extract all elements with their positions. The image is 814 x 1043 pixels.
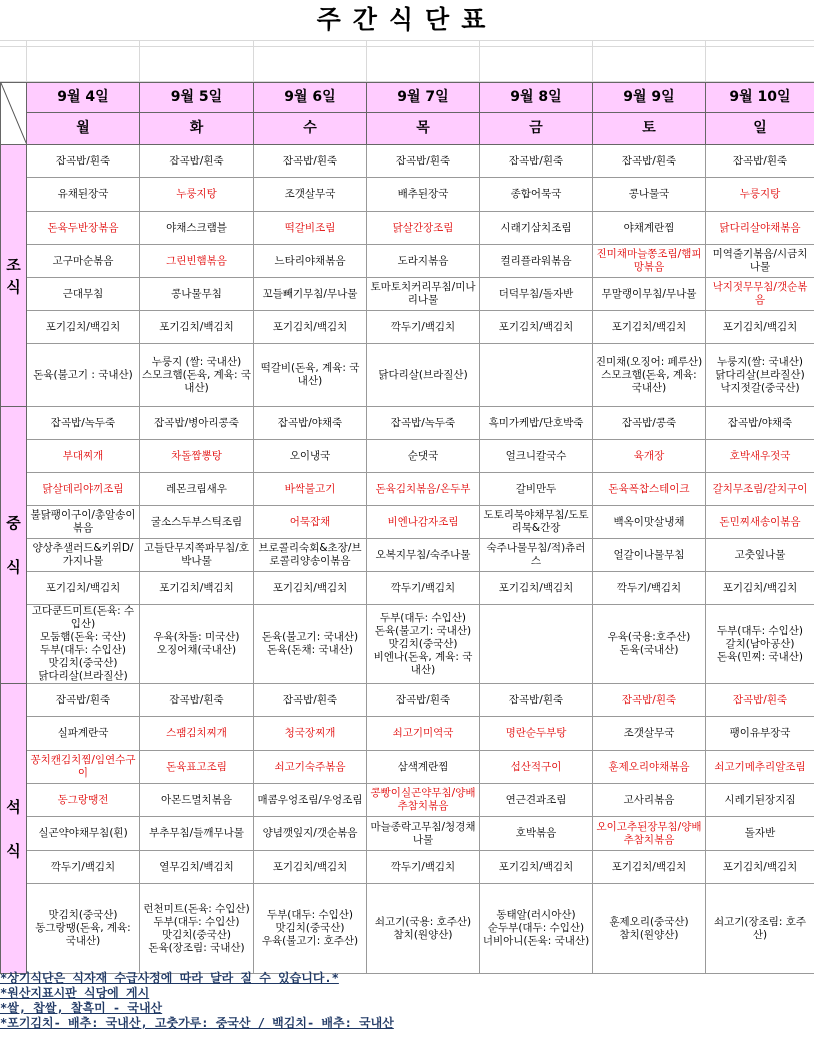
menu-cell: 포기김치/백김치 (140, 311, 254, 344)
menu-cell: 얼크니칼국수 (480, 440, 593, 473)
menu-cell: 우육(국용:호주산) 돈육(국내산) (593, 605, 706, 684)
date-cell: 9월 9일 (593, 83, 706, 113)
menu-cell: 쇠고기미역국 (367, 717, 480, 751)
menu-cell: 꼬들빼기무침/무나물 (254, 278, 367, 311)
menu-row (1, 473, 814, 506)
menu-cell: 레몬크림새우 (140, 473, 254, 506)
menu-row (1, 717, 814, 751)
footnote-line: *상기식단은 식자재 수급사정에 따라 달라 질 수 있습니다.* (0, 971, 339, 985)
corner-cell (1, 83, 27, 145)
menu-cell: 섭산적구이 (480, 751, 593, 784)
date-cell: 9월 5일 (140, 83, 254, 113)
menu-cell: 포기김치/백김치 (593, 851, 706, 884)
menu-cell: 야채계란찜 (593, 212, 706, 245)
menu-cell: 포기김치/백김치 (593, 311, 706, 344)
date-cell: 9월 6일 (254, 83, 367, 113)
menu-cell: 도라지볶음 (367, 245, 480, 278)
menu-row (1, 440, 814, 473)
menu-row (1, 178, 814, 212)
menu-row (1, 212, 814, 245)
menu-cell: 잡곡밥/야채죽 (706, 407, 814, 440)
menu-cell: 고구마순볶음 (27, 245, 140, 278)
menu-cell: 동태알(러시아산) 순두부(대두: 수입산) 너비아니(돈육: 국내산) (480, 884, 593, 974)
menu-cell (480, 344, 593, 407)
menu-row (1, 684, 814, 717)
menu-cell: 진미채(오징어: 페루산) 스모크햄(돈육, 계육: 국내산) (593, 344, 706, 407)
menu-cell: 오이냉국 (254, 440, 367, 473)
menu-cell: 청국장찌개 (254, 717, 367, 751)
menu-row (1, 884, 814, 974)
menu-cell: 두부(대두: 수입산) 맛김치(중국산) 우육(불고기: 호주산) (254, 884, 367, 974)
menu-cell: 근대무침 (27, 278, 140, 311)
menu-cell: 도토리묵야채무침/도토리묵&간장 (480, 506, 593, 539)
menu-cell: 시레기된장지짐 (706, 784, 814, 817)
menu-cell: 낙지젓무무침/갯순볶음 (706, 278, 814, 311)
menu-cell: 유채된장국 (27, 178, 140, 212)
menu-cell (480, 605, 593, 684)
menu-cell: 부대찌개 (27, 440, 140, 473)
menu-cell: 매콤우엉조림/우엉조림 (254, 784, 367, 817)
menu-cell: 잡곡밥/야채죽 (254, 407, 367, 440)
weekday-cell: 화 (140, 113, 254, 145)
menu-cell: 고다쿤드미트(돈육: 수입산) 모둠햄(돈육: 국산) 두부(대두: 수입산) 맛김치(중국산) 닭다리살(브라질산) (27, 605, 140, 684)
menu-cell: 더덕무침/돌자반 (480, 278, 593, 311)
meal-section-label: 중 식 (1, 407, 27, 684)
menu-cell: 백옥이맛살냉채 (593, 506, 706, 539)
date-header-row (1, 83, 814, 113)
menu-cell: 스팸김치찌개 (140, 717, 254, 751)
menu-cell: 잡곡밥/흰죽 (367, 145, 480, 178)
menu-cell: 호박볶음 (480, 817, 593, 851)
weekday-cell: 일 (706, 113, 814, 145)
menu-cell: 누룽지(쌀: 국내산) 닭다리살(브라질산) 낙지젓갈(중국산) (706, 344, 814, 407)
menu-cell: 종합어묵국 (480, 178, 593, 212)
menu-row (1, 851, 814, 884)
menu-cell: 오복지무침/숙주나물 (367, 539, 480, 572)
menu-cell: 돌자반 (706, 817, 814, 851)
menu-cell: 조갯살무국 (593, 717, 706, 751)
menu-cell: 떡갈비조림 (254, 212, 367, 245)
menu-cell: 야채스크램블 (140, 212, 254, 245)
menu-cell: 쇠고기메추리알조림 (706, 751, 814, 784)
menu-cell: 두부(대두: 수입산) 갈치(남아공산) 돈육(민찌: 국내산) (706, 605, 814, 684)
menu-cell: 느타리야채볶음 (254, 245, 367, 278)
menu-cell: 바싹불고기 (254, 473, 367, 506)
menu-cell: 두부(대두: 수입산) 돈육(불고기: 국내산) 맛김치(중국산) 비엔나(돈육, 계육: 국내산) (367, 605, 480, 684)
menu-cell: 쇠고기(장조림: 호주산) (706, 884, 814, 974)
menu-row (1, 344, 814, 407)
menu-cell: 잡곡밥/흰죽 (254, 684, 367, 717)
menu-cell: 깍두기/백김치 (27, 851, 140, 884)
menu-cell: 포기김치/백김치 (706, 851, 814, 884)
date-cell: 9월 10일 (706, 83, 814, 113)
menu-cell: 잡곡밥/흰죽 (480, 145, 593, 178)
menu-cell: 닭다리살(브라질산) (367, 344, 480, 407)
menu-cell: 굴소스두부스틱조림 (140, 506, 254, 539)
menu-cell: 갈비만두 (480, 473, 593, 506)
menu-cell: 포기김치/백김치 (254, 572, 367, 605)
menu-cell: 닭살데리야끼조림 (27, 473, 140, 506)
date-cell: 9월 7일 (367, 83, 480, 113)
date-cell: 9월 8일 (480, 83, 593, 113)
menu-row (1, 145, 814, 178)
menu-cell: 돈육(불고기: 국내산) 돈육(돈채: 국내산) (254, 605, 367, 684)
menu-cell: 부추무침/들깨무나물 (140, 817, 254, 851)
menu-cell: 브로콜리숙회&초장/브로콜리양송이볶음 (254, 539, 367, 572)
menu-cell: 양상추샐러드&키위D/가지나물 (27, 539, 140, 572)
menu-row (1, 784, 814, 817)
menu-cell: 조갯살무국 (254, 178, 367, 212)
menu-cell: 런천미트(돈육: 수입산) 두부(대두: 수입산) 맛김치(중국산) 돈육(장조림: 국내산) (140, 884, 254, 974)
meal-section-label: 석 식 (1, 684, 27, 974)
menu-cell: 깍두기/백김치 (367, 572, 480, 605)
menu-cell: 흑미가케밥/단호박죽 (480, 407, 593, 440)
menu-row (1, 407, 814, 440)
menu-cell: 삼색계란찜 (367, 751, 480, 784)
menu-cell: 잡곡밥/병아리콩죽 (140, 407, 254, 440)
menu-cell: 훈제오리(중국산) 참치(원양산) (593, 884, 706, 974)
menu-cell: 포기김치/백김치 (254, 851, 367, 884)
menu-cell: 마늘종락고무침/청경채나물 (367, 817, 480, 851)
menu-cell: 고들단무지쪽파무침/호박나물 (140, 539, 254, 572)
menu-row (1, 539, 814, 572)
menu-cell: 쇠고기숙주볶음 (254, 751, 367, 784)
menu-cell: 미역줄기볶음/시금치나물 (706, 245, 814, 278)
menu-cell: 돈육(불고기 : 국내산) (27, 344, 140, 407)
menu-cell: 숙주나물무침/적)츄러스 (480, 539, 593, 572)
diagonal-line (1, 83, 27, 145)
menu-cell: 열무김치/백김치 (140, 851, 254, 884)
menu-cell: 포기김치/백김치 (254, 311, 367, 344)
weekday-cell: 토 (593, 113, 706, 145)
footnote-line: *쌀, 찹쌀, 찰흑미 - 국내산 (0, 1001, 163, 1015)
menu-cell: 갈치무조림/갈치구이 (706, 473, 814, 506)
menu-cell: 쇠고기(국용: 호주산) 참치(원양산) (367, 884, 480, 974)
menu-cell: 팽이유부장국 (706, 717, 814, 751)
menu-row (1, 572, 814, 605)
menu-cell: 배추된장국 (367, 178, 480, 212)
menu-cell: 훈제오리야채볶음 (593, 751, 706, 784)
menu-cell: 비엔나감자조림 (367, 506, 480, 539)
menu-cell: 차돌짬뽕탕 (140, 440, 254, 473)
menu-cell: 시래기삼치조림 (480, 212, 593, 245)
menu-row (1, 278, 814, 311)
menu-cell: 돈민찌새송이볶음 (706, 506, 814, 539)
weekday-cell: 수 (254, 113, 367, 145)
menu-cell: 잡곡밥/흰죽 (27, 145, 140, 178)
menu-cell: 동그랑땡전 (27, 784, 140, 817)
menu-cell: 깍두기/백김치 (367, 851, 480, 884)
menu-cell: 오이고추된장무침/양배추참치볶음 (593, 817, 706, 851)
menu-cell: 어묵잡채 (254, 506, 367, 539)
menu-row (1, 506, 814, 539)
menu-cell: 잡곡밥/녹두죽 (27, 407, 140, 440)
menu-cell: 떡갈비(돈육, 계육: 국내산) (254, 344, 367, 407)
menu-cell: 아몬드멸치볶음 (140, 784, 254, 817)
menu-row (1, 311, 814, 344)
menu-cell: 우육(차돌: 미국산) 오징어채(국내산) (140, 605, 254, 684)
footnotes (0, 971, 814, 1031)
footnote-line: *포기김치- 배추: 국내산, 고춧가루: 중국산 / 백김치- 배추: 국내산 (0, 1016, 394, 1030)
menu-cell: 꽁치캔김치찜/임연수구이 (27, 751, 140, 784)
menu-cell: 돈육두반장볶음 (27, 212, 140, 245)
menu-cell: 순댓국 (367, 440, 480, 473)
menu-cell: 콩빵이실곤약무침/양배추참치볶음 (367, 784, 480, 817)
footnote-line: *원산지표시판 식당에 게시 (0, 986, 150, 1000)
menu-cell: 고춧잎나물 (706, 539, 814, 572)
menu-cell: 잡곡밥/흰죽 (593, 145, 706, 178)
menu-cell: 양념깻잎지/갯순볶음 (254, 817, 367, 851)
menu-cell: 누룽지탕 (140, 178, 254, 212)
menu-cell: 실파계란국 (27, 717, 140, 751)
menu-cell: 포기김치/백김치 (480, 851, 593, 884)
menu-cell: 명란순두부탕 (480, 717, 593, 751)
menu-row (1, 751, 814, 784)
menu-cell: 맛김치(중국산) 동그랑땡(돈육, 계육: 국내산) (27, 884, 140, 974)
menu-cell: 불닭팽이구이/총알송이볶음 (27, 506, 140, 539)
menu-cell: 육개장 (593, 440, 706, 473)
menu-row (1, 817, 814, 851)
weekday-cell: 목 (367, 113, 480, 145)
menu-cell: 잡곡밥/흰죽 (254, 145, 367, 178)
menu-row (1, 245, 814, 278)
menu-cell: 연근견과조림 (480, 784, 593, 817)
weekday-cell: 월 (27, 113, 140, 145)
menu-cell: 깍두기/백김치 (593, 572, 706, 605)
menu-cell: 실곤약야채무침(흰) (27, 817, 140, 851)
menu-cell: 깍두기/백김치 (367, 311, 480, 344)
menu-cell: 잡곡밥/흰죽 (367, 684, 480, 717)
spreadsheet-gridlines (0, 40, 814, 82)
menu-cell: 호박새우젓국 (706, 440, 814, 473)
weekday-header-row (1, 113, 814, 145)
menu-cell: 잡곡밥/흰죽 (593, 684, 706, 717)
menu-cell: 잡곡밥/흰죽 (27, 684, 140, 717)
weekly-menu-table (0, 82, 814, 974)
page-title: 주간식단표 (316, 5, 498, 34)
menu-cell: 잡곡밥/흰죽 (706, 145, 814, 178)
menu-cell: 진미채마늘쫑조림/햄피망볶음 (593, 245, 706, 278)
menu-cell: 잡곡밥/녹두죽 (367, 407, 480, 440)
menu-cell: 닭살간장조림 (367, 212, 480, 245)
menu-cell: 누룽지탕 (706, 178, 814, 212)
menu-row (1, 605, 814, 684)
menu-cell: 잡곡밥/흰죽 (140, 145, 254, 178)
menu-cell: 닭다리살야채볶음 (706, 212, 814, 245)
menu-cell: 포기김치/백김치 (140, 572, 254, 605)
menu-cell: 포기김치/백김치 (480, 311, 593, 344)
menu-cell: 컬리플라워볶음 (480, 245, 593, 278)
date-cell: 9월 4일 (27, 83, 140, 113)
menu-cell: 잡곡밥/흰죽 (140, 684, 254, 717)
menu-cell: 잡곡밥/콩죽 (593, 407, 706, 440)
menu-cell: 잡곡밥/흰죽 (706, 684, 814, 717)
menu-cell: 콩나물국 (593, 178, 706, 212)
meal-section-label: 조 식 (1, 145, 27, 407)
menu-cell: 고사리볶음 (593, 784, 706, 817)
menu-cell: 포기김치/백김치 (480, 572, 593, 605)
menu-cell: 잡곡밥/흰죽 (480, 684, 593, 717)
menu-cell: 누룽지 (쌀: 국내산) 스모크햄(돈육, 계육: 국내산) (140, 344, 254, 407)
menu-cell: 토마토치커리무침/미나리나물 (367, 278, 480, 311)
menu-cell: 무말랭이무침/무나물 (593, 278, 706, 311)
menu-cell: 얼갈이나물무침 (593, 539, 706, 572)
menu-cell: 포기김치/백김치 (706, 572, 814, 605)
menu-cell: 그린빈햄볶음 (140, 245, 254, 278)
menu-cell: 포기김치/백김치 (27, 572, 140, 605)
menu-cell: 포기김치/백김치 (27, 311, 140, 344)
menu-cell: 돈육김치볶음/온두부 (367, 473, 480, 506)
menu-cell: 돈육폭찹스테이크 (593, 473, 706, 506)
weekday-cell: 금 (480, 113, 593, 145)
menu-cell: 돈육표고조림 (140, 751, 254, 784)
menu-cell: 콩나물무침 (140, 278, 254, 311)
menu-cell: 포기김치/백김치 (706, 311, 814, 344)
